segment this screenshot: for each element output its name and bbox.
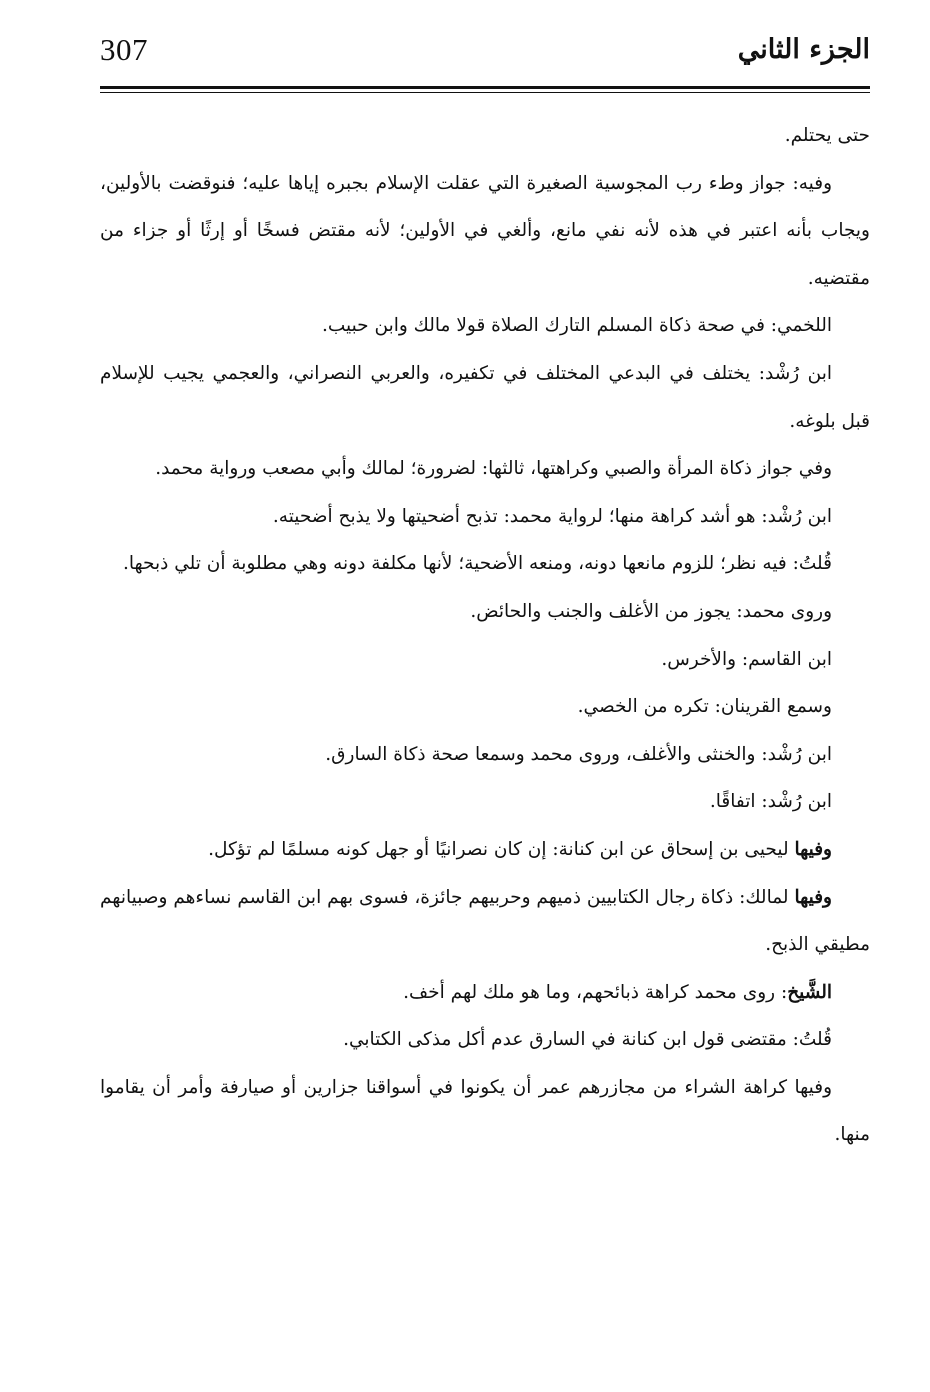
paragraph (100, 445, 870, 493)
paragraph-text: : روى محمد كراهة ذبائحهم، وما هو ملك لهم أخف. (403, 981, 788, 1003)
paragraph (100, 112, 870, 160)
paragraph-text: ابن رُشْد: والخنثى والأغلف، وروى محمد وسمعا صحة ذكاة السارق. (325, 743, 832, 765)
paragraph (100, 874, 870, 969)
header-rule-thin (100, 92, 870, 93)
paragraph-text: لمالك: ذكاة رجال الكتابيين ذميهم وحربيهم جائزة، فسوى بهم ابن القاسم نساءهم وصبيانهم مطيقي الذبح. (100, 886, 870, 956)
paragraph (100, 1016, 870, 1064)
running-head: الجزء الثاني (737, 34, 870, 65)
paragraph-lead: الشَّيخ (787, 981, 832, 1003)
paragraph (100, 493, 870, 541)
paragraph-text: اللخمي: في صحة ذكاة المسلم التارك الصلاة قولا مالك وابن حبيب. (321, 315, 832, 337)
paragraph-text: وفيها كراهة الشراء من مجازرهم عمر أن يكونوا في أسواقنا جزارين أو صيارفة وأمر أن يقاموا منها. (100, 1076, 870, 1146)
paragraph (100, 636, 870, 684)
paragraph-text: ابن القاسم: والأخرس. (661, 648, 832, 670)
document-page (100, 28, 870, 1358)
paragraph-text: حتى يحتلم. (784, 125, 870, 146)
paragraph (100, 350, 870, 445)
paragraph (100, 826, 870, 874)
paragraph (100, 683, 870, 731)
paragraph-text: وروى محمد: يجوز من الأغلف والجنب والحائض. (470, 600, 832, 622)
paragraph-text: ابن رُشْد: هو أشد كراهة منها؛ لرواية محمد: تذبح أضحيتها ولا يذبح أضحيته. (272, 505, 832, 527)
paragraph-text: وفي جواز ذكاة المرأة والصبي وكراهتها، ثالثها: لضرورة؛ لمالك وأبي مصعب ورواية محمد. (155, 458, 832, 480)
paragraph (100, 1064, 870, 1159)
body-text (100, 112, 870, 1159)
paragraph (100, 778, 870, 826)
paragraph-text: قُلتُ: فيه نظر؛ للزوم مانعها دونه، ومنعه الأضحية؛ لأنها مكلفة دونه وهي مطلوبة أن تلي ذبحها. (122, 553, 832, 575)
paragraph-lead: وفيها (794, 838, 832, 860)
paragraph-text: وفيه: جواز وطء رب المجوسية الصغيرة التي عقلت الإسلام بجبره إياها عليه؛ فنوقضت بالأولين، ويجاب بأنه اعتبر في هذه لأنه نفي مانع، وألغي في الأولين؛ لأنه مقتض فسخًا أو إرثًا أو جزاء من مقتضيه. (100, 172, 870, 289)
paragraph (100, 969, 870, 1017)
paragraph-text: ابن رُشْد: يختلف في البدعي المختلف في تكفيره، والعربي النصراني، والعجمي يجيب للإسلام قبل بلوغه. (100, 362, 870, 432)
header-rule-thick (100, 86, 870, 89)
paragraph (100, 588, 870, 636)
paragraph-text: ابن رُشْد: اتفاقًا. (709, 791, 832, 813)
paragraph (100, 302, 870, 350)
paragraph-lead: وفيها (794, 886, 832, 908)
paragraph (100, 540, 870, 588)
paragraph-text: ليحيى بن إسحاق عن ابن كنانة: إن كان نصرانيًا أو جهل كونه مسلمًا لم تؤكل. (208, 838, 795, 860)
paragraph-text: قُلتُ: مقتضى قول ابن كنانة في السارق عدم أكل مذكى الكتابي. (343, 1029, 832, 1051)
page-number: 307 (100, 32, 148, 67)
paragraph-text: وسمع القرينان: تكره من الخصي. (577, 696, 832, 718)
page-header (100, 28, 870, 84)
paragraph (100, 731, 870, 779)
paragraph (100, 160, 870, 303)
